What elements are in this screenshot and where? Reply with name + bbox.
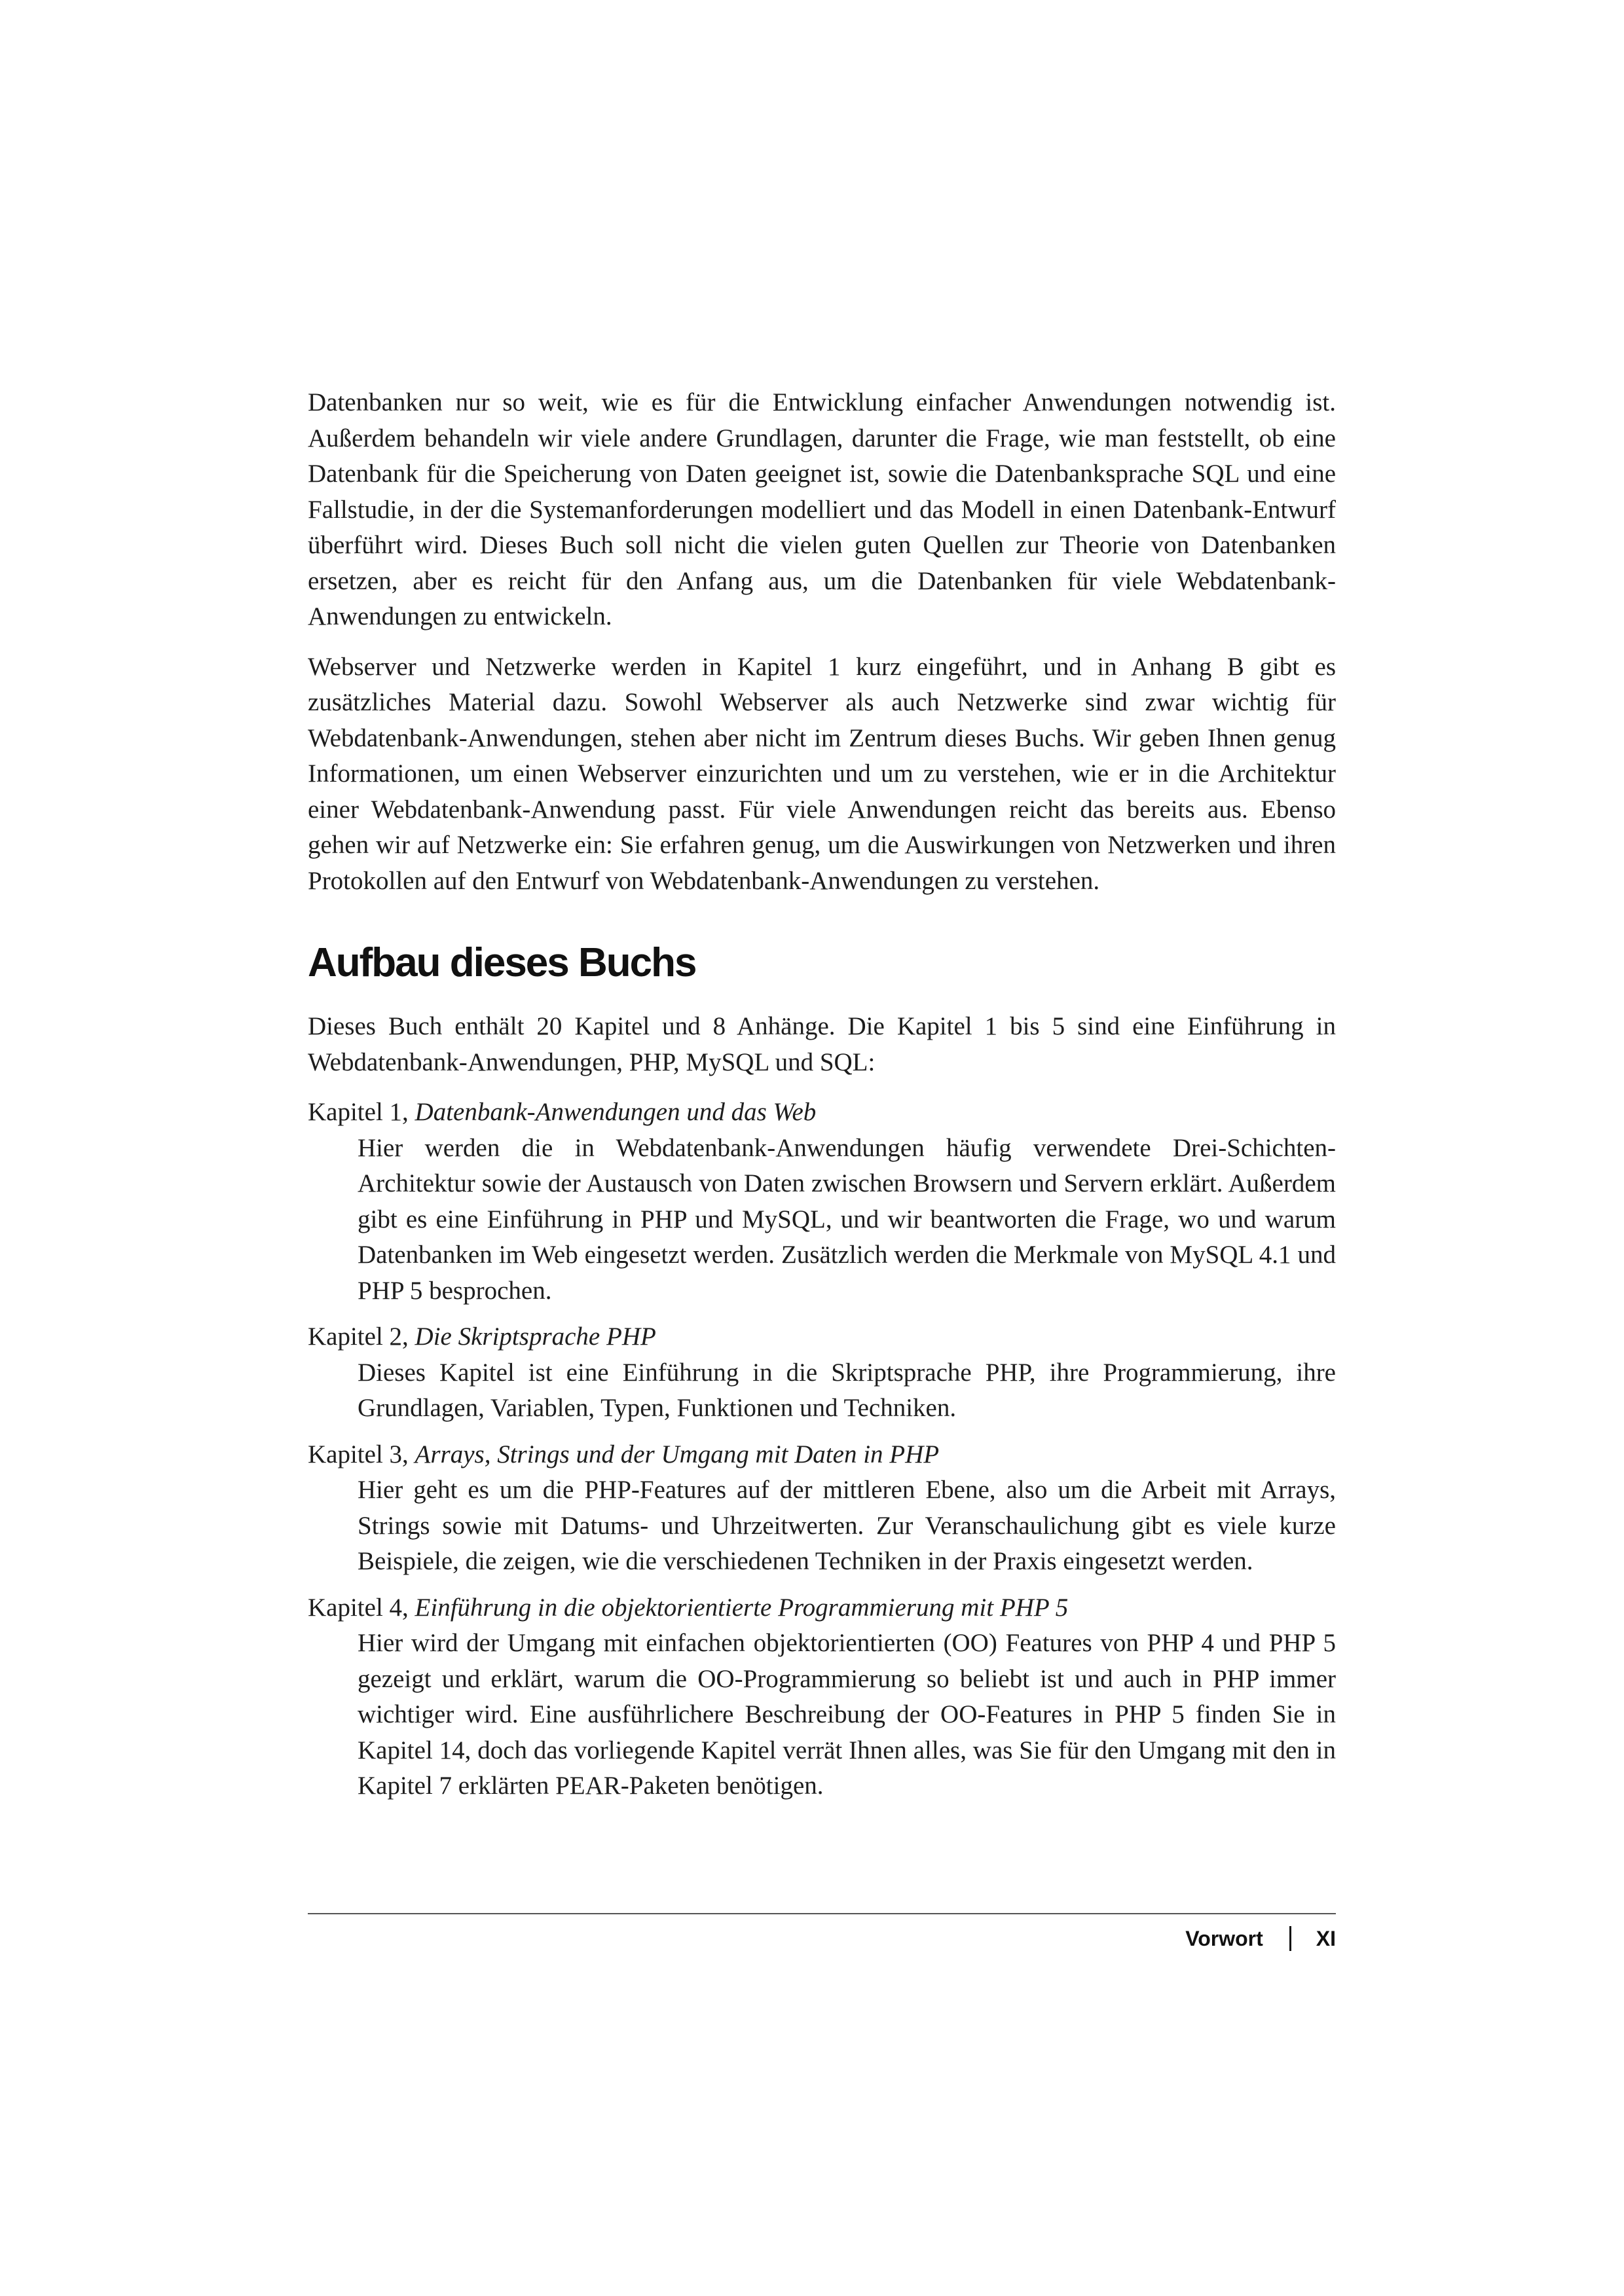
chapter-term-3	[308, 1437, 1336, 1473]
footer-separator	[1289, 1926, 1291, 1951]
chapter-description-1: Hier werden die in Webdatenbank-Anwendungen häufig verwendete Drei-Schichten-Architektur sowie der Austausch von Daten zwischen Browsern und Servern erklärt. Außerdem gibt es eine Einführung in PHP und MySQL, und wir beantworten die Frage, wo und warum Datenbanken im Web eingesetzt werden. Zusätzlich werden die Merkmale von MySQL 4.1 und PHP 5 besprochen.	[358, 1133, 1336, 1305]
page-content	[308, 385, 1336, 1815]
page-footer	[1185, 1926, 1336, 1951]
chapter-title: Datenbank-Anwendungen und das Web	[415, 1098, 817, 1126]
footer-section-name: Vorwort	[1185, 1926, 1263, 1950]
chapter-title: Die Skriptsprache PHP	[415, 1322, 656, 1351]
chapter-label: Kapitel 1,	[308, 1098, 415, 1126]
chapter-description-3: Hier geht es um die PHP-Features auf der mittleren Ebene, also um die Arbeit mit Arrays, Strings sowie mit Datums- und Uhrzeitwerten. Zur Veranschaulichung gibt es viele kurze Beispiele, die zeigen, wie die verschiedenen Techniken in der Praxis eingesetzt werden.	[358, 1476, 1336, 1575]
chapter-label: Kapitel 3,	[308, 1440, 415, 1468]
chapter-term-1	[308, 1095, 1336, 1131]
section-intro-paragraph: Dieses Buch enthält 20 Kapitel und 8 Anhänge. Die Kapitel 1 bis 5 sind eine Einführung in Webdatenbank-Anwendungen, PHP, MySQL und SQL:	[308, 1012, 1336, 1076]
chapter-title: Arrays, Strings und der Umgang mit Daten in PHP	[415, 1440, 940, 1468]
chapter-label: Kapitel 4,	[308, 1593, 415, 1622]
section-heading: Aufbau dieses Buchs	[308, 940, 696, 985]
chapter-list	[308, 1095, 1336, 1804]
chapter-label: Kapitel 2,	[308, 1322, 415, 1351]
intro-paragraph-2: Webserver und Netzwerke werden in Kapitel 1 kurz eingeführt, und in Anhang B gibt es zusätzliches Material dazu. Sowohl Webserver als auch Netzwerke sind zwar wichtig für Webdatenbank-Anwendungen, stehen aber nicht im Zentrum dieses Buchs. Wir geben Ihnen genug Informationen, um einen Webserver einzurichten und um zu verstehen, wie er in die Architektur einer Webdatenbank-Anwendung passt. Für viele Anwendungen reicht das bereits aus. Ebenso gehen wir auf Netzwerke ein: Sie erfahren genug, um die Auswirkungen von Netzwerken und ihren Protokollen auf den Entwurf von Webdatenbank-Anwendungen zu verstehen.	[308, 652, 1336, 895]
chapter-term-2	[308, 1319, 1336, 1355]
chapter-title: Einführung in die objektorientierte Programmierung mit PHP 5	[415, 1593, 1069, 1622]
page-number: XI	[1316, 1926, 1336, 1950]
footer-divider	[308, 1913, 1336, 1914]
chapter-term-4	[308, 1590, 1336, 1626]
intro-paragraph-1: Datenbanken nur so weit, wie es für die Entwicklung einfacher Anwendungen notwendig ist. Außerdem behandeln wir viele andere Grundlagen, darunter die Frage, wie man feststellt, ob eine Datenbank für die Speicherung von Daten geeignet ist, sowie die Datenbanksprache SQL und eine Fallstudie, in der die Systemanforderungen modelliert und das Modell in einen Datenbank-Entwurf überführt wird. Dieses Buch soll nicht die vielen guten Quellen zur Theorie von Datenbanken ersetzen, aber es reicht für den Anfang aus, um die Datenbanken für viele Webdatenbank-Anwendungen zu entwickeln.	[308, 388, 1336, 630]
chapter-description-2: Dieses Kapitel ist eine Einführung in die Skriptsprache PHP, ihre Programmierung, ihre Grundlagen, Variablen, Typen, Funktionen und Techniken.	[358, 1358, 1336, 1422]
chapter-description-4: Hier wird der Umgang mit einfachen objektorientierten (OO) Features von PHP 4 und PHP 5 gezeigt und erklärt, warum die OO-Programmierung so beliebt ist und auch in PHP immer wichtiger wird. Eine ausführlichere Beschreibung der OO-Features in PHP 5 finden Sie in Kapitel 14, doch das vorliegende Kapitel verrät Ihnen alles, was Sie für den Umgang mit den in Kapitel 7 erklärten PEAR-Paketen benötigen.	[358, 1629, 1336, 1800]
